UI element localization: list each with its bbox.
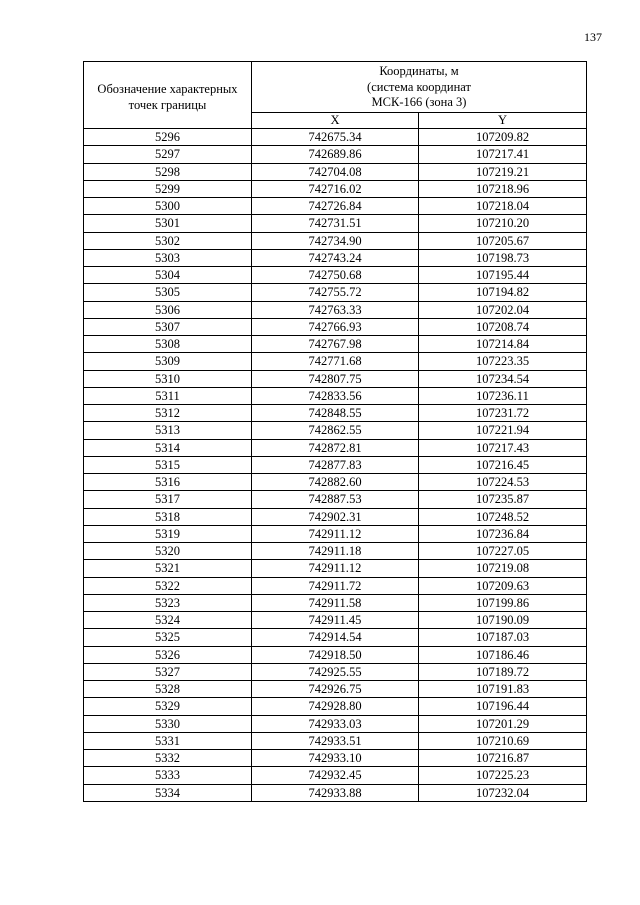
table-row — [84, 129, 587, 146]
y-coordinate-cell: 107196.44 — [419, 698, 587, 715]
table-row — [84, 370, 587, 387]
table-row — [84, 422, 587, 439]
table-row — [84, 267, 587, 284]
point-cell: 5323 — [84, 594, 252, 611]
y-coordinate-cell: 107189.72 — [419, 663, 587, 680]
table-row — [84, 508, 587, 525]
point-cell: 5319 — [84, 525, 252, 542]
point-cell: 5330 — [84, 715, 252, 732]
point-cell: 5304 — [84, 267, 252, 284]
y-coordinate-cell: 107209.63 — [419, 577, 587, 594]
x-coordinate-cell: 742689.86 — [252, 146, 419, 163]
x-coordinate-cell: 742704.08 — [252, 163, 419, 180]
point-cell: 5306 — [84, 301, 252, 318]
point-cell: 5318 — [84, 508, 252, 525]
page-number: 137 — [584, 30, 602, 44]
point-cell: 5311 — [84, 387, 252, 404]
point-cell: 5317 — [84, 491, 252, 508]
point-cell: 5302 — [84, 232, 252, 249]
y-coordinate-cell: 107217.41 — [419, 146, 587, 163]
x-coordinate-cell: 742726.84 — [252, 198, 419, 215]
table-row — [84, 405, 587, 422]
table-row — [84, 698, 587, 715]
point-cell: 5305 — [84, 284, 252, 301]
point-cell: 5297 — [84, 146, 252, 163]
point-cell: 5321 — [84, 560, 252, 577]
table-row — [84, 215, 587, 232]
table-row — [84, 715, 587, 732]
point-cell: 5301 — [84, 215, 252, 232]
table-row — [84, 163, 587, 180]
point-cell: 5316 — [84, 474, 252, 491]
x-coordinate-cell: 742763.33 — [252, 301, 419, 318]
point-cell: 5328 — [84, 681, 252, 698]
x-coordinate-cell: 742766.93 — [252, 318, 419, 335]
table-row — [84, 646, 587, 663]
y-coordinate-cell: 107195.44 — [419, 267, 587, 284]
table-row — [84, 543, 587, 560]
point-cell: 5310 — [84, 370, 252, 387]
x-coordinate-cell: 742925.55 — [252, 663, 419, 680]
y-coordinate-cell: 107219.08 — [419, 560, 587, 577]
x-coordinate-cell: 742872.81 — [252, 439, 419, 456]
point-cell: 5331 — [84, 732, 252, 749]
y-coordinate-cell: 107231.72 — [419, 405, 587, 422]
point-column-header: Обозначение характерных точек границы — [84, 62, 252, 129]
y-coordinate-cell: 107216.87 — [419, 750, 587, 767]
y-coordinate-cell: 107199.86 — [419, 594, 587, 611]
y-column-header: Y — [419, 113, 587, 129]
point-cell: 5334 — [84, 784, 252, 801]
x-coordinate-cell: 742911.12 — [252, 525, 419, 542]
x-coordinate-cell: 742767.98 — [252, 336, 419, 353]
table-row — [84, 767, 587, 784]
coordinates-header-line2: (система координат — [367, 79, 471, 94]
x-coordinate-cell: 742933.51 — [252, 732, 419, 749]
table-row — [84, 318, 587, 335]
y-coordinate-cell: 107221.94 — [419, 422, 587, 439]
x-coordinate-cell: 742833.56 — [252, 387, 419, 404]
x-coordinate-cell: 742932.45 — [252, 767, 419, 784]
table-row — [84, 732, 587, 749]
table-row — [84, 284, 587, 301]
x-coordinate-cell: 742902.31 — [252, 508, 419, 525]
x-coordinate-cell: 742731.51 — [252, 215, 419, 232]
x-coordinate-cell: 742882.60 — [252, 474, 419, 491]
point-cell: 5308 — [84, 336, 252, 353]
x-coordinate-cell: 742911.58 — [252, 594, 419, 611]
point-cell: 5320 — [84, 543, 252, 560]
table-row — [84, 146, 587, 163]
y-coordinate-cell: 107202.04 — [419, 301, 587, 318]
x-column-header: X — [252, 113, 419, 129]
x-coordinate-cell: 742933.88 — [252, 784, 419, 801]
y-coordinate-cell: 107210.20 — [419, 215, 587, 232]
x-coordinate-cell: 742911.45 — [252, 612, 419, 629]
y-coordinate-cell: 107218.96 — [419, 180, 587, 197]
table-row — [84, 784, 587, 801]
x-coordinate-cell: 742675.34 — [252, 129, 419, 146]
table-row — [84, 456, 587, 473]
table-row — [84, 474, 587, 491]
coordinates-header-line3: МСК-166 (зона 3) — [371, 95, 467, 109]
coordinates-header-line1: Координаты, м — [379, 64, 459, 78]
x-coordinate-cell: 742928.80 — [252, 698, 419, 715]
x-coordinate-cell: 742743.24 — [252, 249, 419, 266]
table-row — [84, 577, 587, 594]
table-row — [84, 560, 587, 577]
x-coordinate-cell: 742933.03 — [252, 715, 419, 732]
point-cell: 5309 — [84, 353, 252, 370]
y-coordinate-cell: 107191.83 — [419, 681, 587, 698]
point-cell: 5313 — [84, 422, 252, 439]
y-coordinate-cell: 107234.54 — [419, 370, 587, 387]
point-cell: 5327 — [84, 663, 252, 680]
table-body — [84, 129, 587, 802]
x-coordinate-cell: 742716.02 — [252, 180, 419, 197]
point-cell: 5315 — [84, 456, 252, 473]
x-coordinate-cell: 742848.55 — [252, 405, 419, 422]
point-cell: 5296 — [84, 129, 252, 146]
x-coordinate-cell: 742911.12 — [252, 560, 419, 577]
point-cell: 5329 — [84, 698, 252, 715]
x-coordinate-cell: 742807.75 — [252, 370, 419, 387]
point-cell: 5314 — [84, 439, 252, 456]
table-row — [84, 249, 587, 266]
y-coordinate-cell: 107201.29 — [419, 715, 587, 732]
y-coordinate-cell: 107187.03 — [419, 629, 587, 646]
y-coordinate-cell: 107216.45 — [419, 456, 587, 473]
y-coordinate-cell: 107227.05 — [419, 543, 587, 560]
point-cell: 5322 — [84, 577, 252, 594]
point-cell: 5298 — [84, 163, 252, 180]
y-coordinate-cell: 107186.46 — [419, 646, 587, 663]
point-cell: 5307 — [84, 318, 252, 335]
table-row — [84, 336, 587, 353]
y-coordinate-cell: 107190.09 — [419, 612, 587, 629]
table-row — [84, 750, 587, 767]
table-row — [84, 612, 587, 629]
table-row — [84, 198, 587, 215]
y-coordinate-cell: 107224.53 — [419, 474, 587, 491]
y-coordinate-cell: 107208.74 — [419, 318, 587, 335]
point-cell: 5303 — [84, 249, 252, 266]
y-coordinate-cell: 107210.69 — [419, 732, 587, 749]
y-coordinate-cell: 107232.04 — [419, 784, 587, 801]
y-coordinate-cell: 107223.35 — [419, 353, 587, 370]
y-coordinate-cell: 107209.82 — [419, 129, 587, 146]
y-coordinate-cell: 107236.84 — [419, 525, 587, 542]
y-coordinate-cell: 107217.43 — [419, 439, 587, 456]
x-coordinate-cell: 742877.83 — [252, 456, 419, 473]
y-coordinate-cell: 107248.52 — [419, 508, 587, 525]
table-row — [84, 629, 587, 646]
y-coordinate-cell: 107225.23 — [419, 767, 587, 784]
x-coordinate-cell: 742926.75 — [252, 681, 419, 698]
x-coordinate-cell: 742755.72 — [252, 284, 419, 301]
x-coordinate-cell: 742862.55 — [252, 422, 419, 439]
y-coordinate-cell: 107198.73 — [419, 249, 587, 266]
point-cell: 5333 — [84, 767, 252, 784]
y-coordinate-cell: 107214.84 — [419, 336, 587, 353]
table-row — [84, 681, 587, 698]
y-coordinate-cell: 107235.87 — [419, 491, 587, 508]
x-coordinate-cell: 742911.18 — [252, 543, 419, 560]
table-row — [84, 491, 587, 508]
point-cell: 5332 — [84, 750, 252, 767]
table-row — [84, 439, 587, 456]
table-row — [84, 232, 587, 249]
y-coordinate-cell: 107218.04 — [419, 198, 587, 215]
table-row — [84, 663, 587, 680]
coordinates-header — [252, 62, 587, 113]
table-row — [84, 301, 587, 318]
x-coordinate-cell: 742750.68 — [252, 267, 419, 284]
point-cell: 5299 — [84, 180, 252, 197]
point-cell: 5300 — [84, 198, 252, 215]
x-coordinate-cell: 742914.54 — [252, 629, 419, 646]
table-row — [84, 594, 587, 611]
y-coordinate-cell: 107236.11 — [419, 387, 587, 404]
y-coordinate-cell: 107194.82 — [419, 284, 587, 301]
x-coordinate-cell: 742887.53 — [252, 491, 419, 508]
table-row — [84, 180, 587, 197]
x-coordinate-cell: 742734.90 — [252, 232, 419, 249]
y-coordinate-cell: 107219.21 — [419, 163, 587, 180]
x-coordinate-cell: 742918.50 — [252, 646, 419, 663]
x-coordinate-cell: 742911.72 — [252, 577, 419, 594]
point-cell: 5325 — [84, 629, 252, 646]
point-cell: 5326 — [84, 646, 252, 663]
x-coordinate-cell: 742933.10 — [252, 750, 419, 767]
point-cell: 5312 — [84, 405, 252, 422]
y-coordinate-cell: 107205.67 — [419, 232, 587, 249]
table-row — [84, 525, 587, 542]
table-row — [84, 353, 587, 370]
table-row — [84, 387, 587, 404]
point-cell: 5324 — [84, 612, 252, 629]
x-coordinate-cell: 742771.68 — [252, 353, 419, 370]
coordinates-table — [83, 61, 587, 802]
